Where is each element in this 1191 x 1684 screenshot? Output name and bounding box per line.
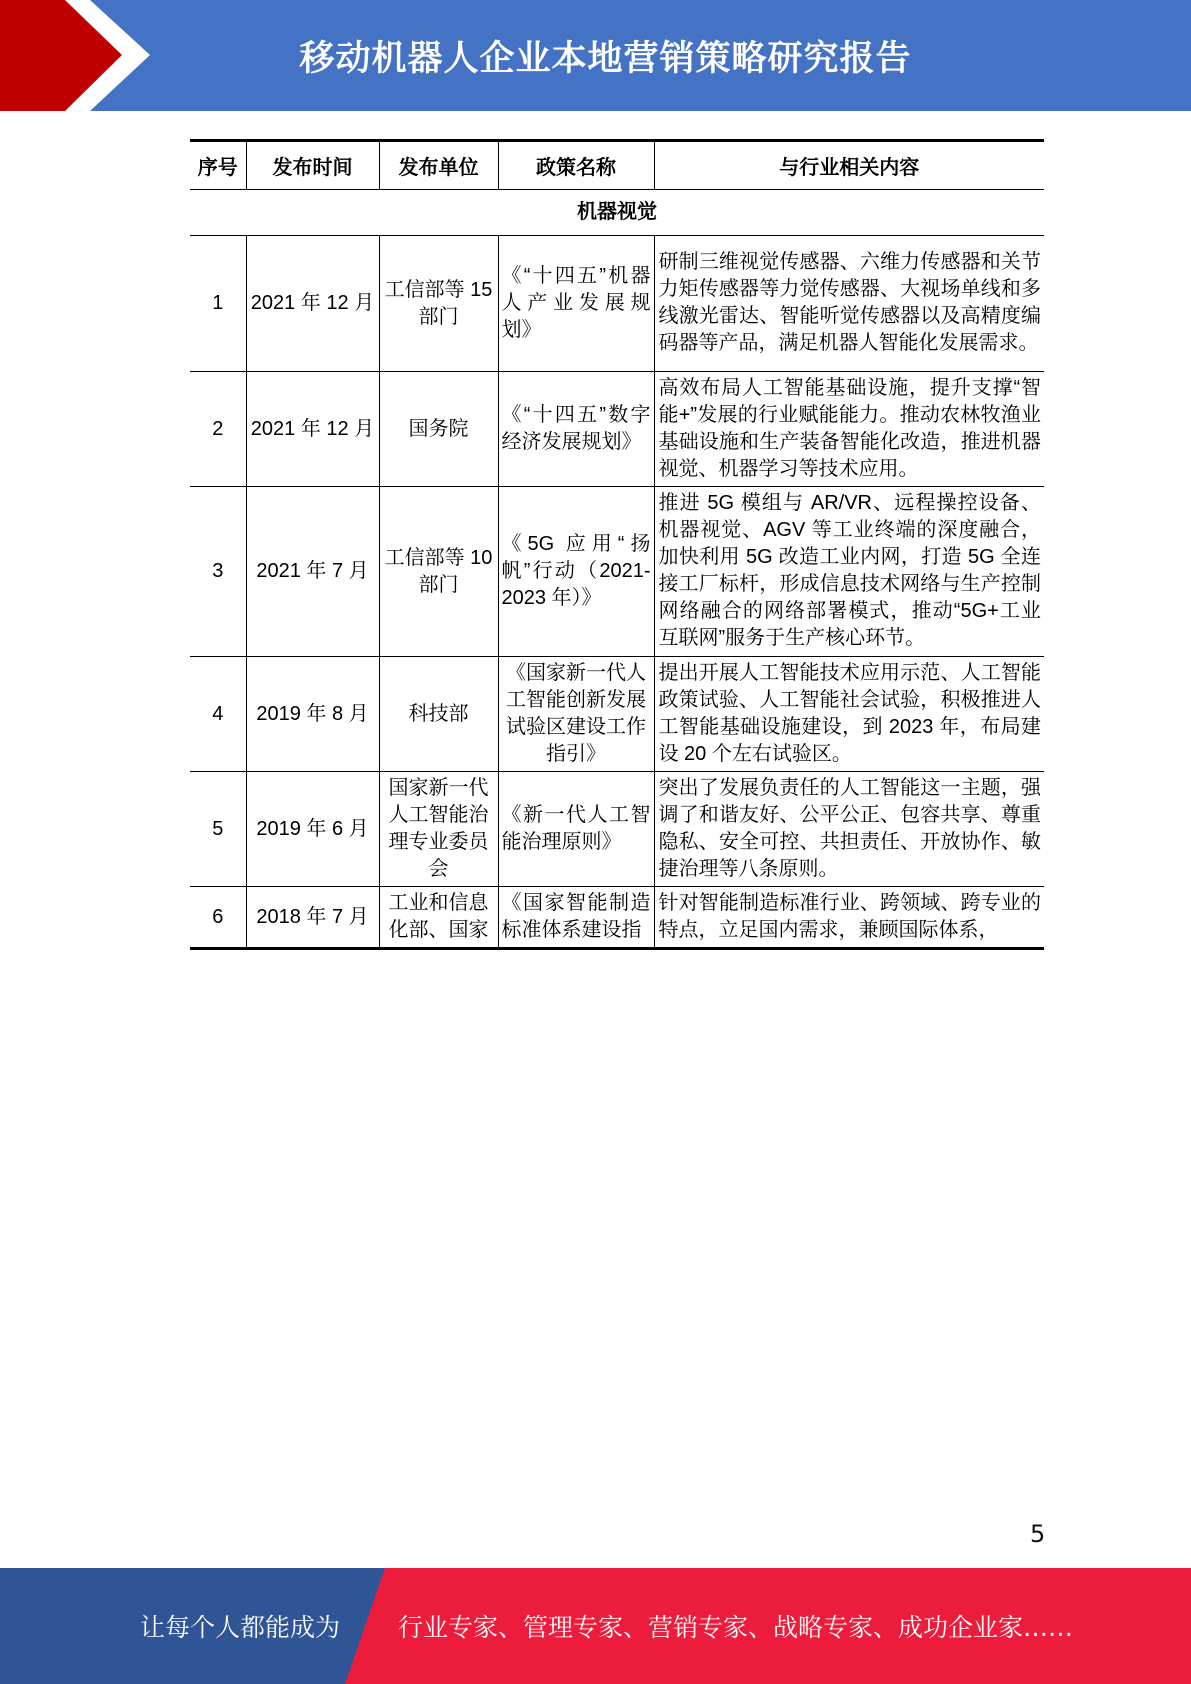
page-number: 5 <box>1030 1520 1046 1548</box>
cell-date: 2021 年 12 月 <box>246 236 379 372</box>
table-row <box>190 887 1044 949</box>
table-row <box>190 372 1044 487</box>
cell-publisher: 科技部 <box>379 657 498 772</box>
page-footer <box>0 1568 1191 1684</box>
cell-publisher: 国家新一代人工智能治理专业委员会 <box>379 772 498 887</box>
cell-policy-name: 《5G 应用“扬帆”行动（2021-2023 年）》 <box>498 487 654 657</box>
cell-content-text: 针对智能制造标准行业、跨领域、跨专业的特点，立足国内需求，兼顾国际体系， <box>658 891 1041 941</box>
cell-date: 2019 年 8 月 <box>246 657 379 772</box>
cell-date: 2018 年 7 月 <box>246 887 379 949</box>
cell-date: 2021 年 12 月 <box>246 372 379 487</box>
cell-content: 高效布局人工智能基础设施，提升支撑“智能+”发展的行业赋能能力。推动农林牧渔业基础设施和生产装备智能化改造，推进机器视觉、机器学习等技术应用。 <box>654 372 1044 487</box>
cell-date: 2021 年 7 月 <box>246 487 379 657</box>
table-row <box>190 487 1044 657</box>
cell-policy-name: 《新一代人工智能治理原则》 <box>498 772 654 887</box>
cell-policy-name: 《“十四五”机器人产业发展规划》 <box>498 236 654 372</box>
cell-number: 2 <box>190 372 246 487</box>
footer-slogan-left: 让每个人都能成为 <box>140 1613 341 1642</box>
cell-policy-name: 《国家新一代人工智能创新发展试验区建设工作指引》 <box>498 657 654 772</box>
section-row <box>190 190 1044 236</box>
cell-policy-name-text: 《国家智能制造标准体系建设指 <box>501 892 651 941</box>
cell-content: 推进 5G 模组与 AR/VR、远程操控设备、机器视觉、AGV 等工业终端的深度融合，加快利用 5G 改造工业内网，打造 5G 全连接工厂标杆，形成信息技术网络与生产控制网络融合的网络部署模式，推动“5G+工业互联网”服务于生产核心环节。 <box>654 487 1044 657</box>
cell-number: 4 <box>190 657 246 772</box>
cell-number: 3 <box>190 487 246 657</box>
section-title: 机器视觉 <box>190 190 1044 236</box>
table-row <box>190 236 1044 372</box>
cell-policy-name <box>498 887 654 949</box>
header-cell-policy-name: 政策名称 <box>498 141 654 190</box>
cell-policy-name: 《“十四五”数字经济发展规划》 <box>498 372 654 487</box>
cell-publisher: 国务院 <box>379 372 498 487</box>
cell-content: 提出开展人工智能技术应用示范、人工智能政策试验、人工智能社会试验，积极推进人工智能基础设施建设，到 2023 年，布局建设 20 个左右试验区。 <box>654 657 1044 772</box>
cell-publisher: 工信部等 15 部门 <box>379 236 498 372</box>
table-header-row <box>190 141 1044 190</box>
cell-number: 5 <box>190 772 246 887</box>
footer-slogan-right: 行业专家、管理专家、营销专家、战略专家、成功企业家…… <box>398 1613 1074 1642</box>
cell-number: 1 <box>190 236 246 372</box>
page-title: 移动机器人企业本地营销策略研究报告 <box>299 38 912 79</box>
cell-date: 2019 年 6 月 <box>246 772 379 887</box>
cell-content: 突出了发展负责任的人工智能这一主题，强调了和谐友好、公平公正、包容共享、尊重隐私、安全可控、共担责任、开放协作、敏捷治理等八条原则。 <box>654 772 1044 887</box>
table-row <box>190 772 1044 887</box>
page-header <box>0 0 1191 111</box>
header-cell-content: 与行业相关内容 <box>654 141 1044 190</box>
cell-publisher <box>379 887 498 949</box>
header-cell-date: 发布时间 <box>246 141 379 190</box>
header-cell-number: 序号 <box>190 141 246 190</box>
cell-number: 6 <box>190 887 246 949</box>
header-cell-publisher: 发布单位 <box>379 141 498 190</box>
table-row <box>190 657 1044 772</box>
policy-table <box>190 139 1044 950</box>
cell-content <box>654 887 1044 949</box>
cell-publisher-text: 工业和信息化部、国家 <box>388 892 489 941</box>
cell-publisher: 工信部等 10 部门 <box>379 487 498 657</box>
cell-content: 研制三维视觉传感器、六维力传感器和关节力矩传感器等力觉传感器、大视场单线和多线激光雷达、智能听觉传感器以及高精度编码器等产品，满足机器人智能化发展需求。 <box>654 236 1044 372</box>
